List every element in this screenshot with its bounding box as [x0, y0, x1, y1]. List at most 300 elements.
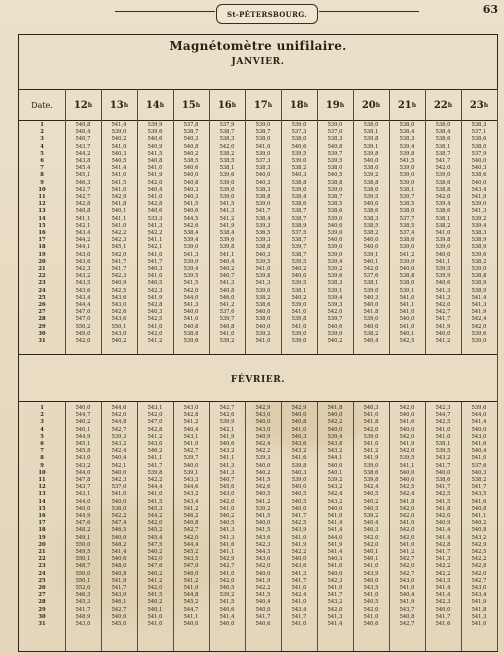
date-cell: 7: [40, 448, 44, 455]
value-cell: 539,0: [327, 186, 343, 193]
value-cell: 543,0: [147, 441, 163, 447]
value-cell: 541,0: [111, 172, 127, 179]
value-cell: 542,0: [147, 556, 163, 563]
value-cell: 539,7: [327, 316, 343, 323]
value-cell: 540,0: [183, 462, 199, 469]
table-row: [19, 295, 497, 302]
value-cell: 539,5: [327, 158, 343, 164]
value-cell: 540,0: [255, 606, 271, 613]
value-cell: 548,7: [75, 563, 91, 570]
value-cell: 540,0: [255, 462, 271, 469]
value-cell: 542,0: [147, 179, 163, 186]
value-cell: 539,4: [183, 266, 199, 272]
value-cell: 539,0: [471, 338, 487, 344]
value-cell: 541,0: [399, 294, 415, 301]
value-cell: 546,3: [75, 592, 91, 599]
value-cell: 538,5: [219, 158, 235, 164]
date-cell: 27: [38, 592, 46, 599]
value-cell: 539,0: [291, 122, 307, 128]
value-cell: 539,8: [363, 477, 379, 483]
hour-suffix: h: [375, 101, 381, 109]
value-cell: 539,0: [399, 244, 415, 251]
date-cell: 27: [38, 309, 46, 316]
value-cell: 542,7: [399, 621, 415, 627]
value-cell: 540,8: [399, 613, 415, 620]
value-cell: 541,3: [219, 208, 235, 215]
value-cell: 540,3: [147, 309, 163, 316]
value-cell: 542,4: [111, 448, 127, 455]
value-cell: 543,2: [75, 462, 91, 469]
value-cell: 540,0: [183, 172, 199, 179]
value-cell: 541,0: [219, 330, 235, 337]
value-cell: 539,0: [111, 129, 127, 136]
value-cell: 540,0: [291, 484, 307, 491]
value-cell: 539,0: [399, 165, 415, 172]
value-cell: 545,1: [111, 244, 127, 251]
value-cell: 541,9: [399, 599, 415, 606]
table-row: [19, 527, 497, 534]
value-cell: 544,5: [183, 215, 199, 222]
value-cell: 541,2: [183, 577, 199, 584]
value-cell: 543,0: [111, 302, 127, 308]
value-cell: 544,9: [75, 513, 91, 519]
value-cell: 538,1: [435, 143, 451, 150]
value-cell: 540,0: [399, 412, 415, 419]
value-cell: 540,6: [435, 280, 451, 287]
value-cell: 539,0: [219, 179, 235, 186]
value-cell: 538,9: [471, 280, 487, 287]
date-cell: 30: [38, 330, 46, 337]
table-row: [19, 223, 497, 230]
table-row: [19, 427, 497, 434]
value-cell: 543,0: [75, 621, 91, 627]
value-cell: 546,2: [147, 448, 163, 455]
value-cell: 541,7: [435, 613, 451, 620]
value-cell: 539,6: [183, 338, 199, 344]
table-row: [19, 499, 497, 506]
value-cell: 540,3: [363, 405, 379, 411]
table-row: [19, 506, 497, 513]
value-cell: 542,8: [147, 201, 163, 208]
value-cell: 542,5: [291, 520, 307, 527]
value-cell: 541,1: [399, 462, 415, 469]
value-cell: 540,2: [183, 150, 199, 157]
value-cell: 539,5: [435, 266, 451, 272]
value-cell: 543,2: [327, 448, 343, 455]
value-cell: 542,7: [183, 527, 199, 534]
value-cell: 540,3: [255, 251, 271, 258]
value-cell: 540,0: [291, 505, 307, 512]
value-cell: 542,7: [183, 448, 199, 455]
value-cell: 537,0: [327, 129, 343, 136]
value-cell: 543,4: [75, 230, 91, 236]
value-cell: 543,6: [291, 563, 307, 570]
table-row: [19, 324, 497, 331]
value-cell: 538,1: [435, 215, 451, 222]
value-cell: 538,8: [399, 273, 415, 280]
value-cell: 542,0: [363, 266, 379, 272]
value-cell: 541,0: [435, 426, 451, 433]
value-cell: 540,3: [255, 179, 271, 186]
value-cell: 538,3: [399, 136, 415, 143]
value-cell: 539,8: [363, 136, 379, 143]
value-cell: 542,2: [111, 513, 127, 519]
value-cell: 542,0: [111, 251, 127, 258]
value-cell: 541,7: [147, 462, 163, 469]
hour-column-header: [389, 90, 425, 120]
value-cell: 538,6: [435, 179, 451, 186]
value-cell: 541,4: [219, 613, 235, 620]
date-cell: 31: [38, 338, 46, 344]
value-cell: 538,2: [471, 477, 487, 483]
value-cell: 544,4: [183, 541, 199, 548]
value-cell: 540,2: [291, 294, 307, 301]
value-cell: 540,8: [219, 287, 235, 294]
value-cell: 540,0: [327, 505, 343, 512]
value-cell: 539,0: [363, 462, 379, 469]
value-cell: 537,0: [111, 484, 127, 491]
value-cell: 541,8: [363, 419, 379, 426]
value-cell: 549,1: [75, 534, 91, 541]
value-cell: 541,1: [147, 455, 163, 462]
date-cell: 4: [40, 143, 44, 150]
value-cell: 539,3: [255, 237, 271, 244]
value-cell: 541,3: [435, 556, 451, 563]
value-cell: 540,6: [291, 143, 307, 150]
value-cell: 544,2: [75, 150, 91, 157]
date-cell: 29: [38, 606, 46, 613]
value-cell: 539,7: [399, 194, 415, 200]
value-cell: 538,8: [183, 330, 199, 337]
table-row: [19, 542, 497, 549]
value-cell: 547,0: [75, 316, 91, 323]
date-cell: 26: [38, 585, 46, 591]
value-cell: 541,0: [147, 491, 163, 498]
table-row: [19, 484, 497, 491]
date-cell: 13: [38, 491, 46, 498]
value-cell: 540,5: [219, 520, 235, 527]
value-cell: 544,6: [111, 405, 127, 411]
value-cell: 540,0: [255, 172, 271, 179]
value-cell: 539,4: [327, 294, 343, 301]
value-cell: 540,8: [327, 143, 343, 150]
value-cell: 541,3: [219, 534, 235, 541]
value-cell: 540,3: [147, 266, 163, 272]
hour-column-header: [425, 90, 461, 120]
value-cell: 542,3: [111, 237, 127, 244]
value-cell: 539,2: [363, 172, 379, 179]
value-cell: 542,3: [111, 477, 127, 483]
value-cell: 546,0: [219, 294, 235, 301]
value-cell: 540,0: [111, 498, 127, 505]
value-cell: 540,8: [183, 179, 199, 186]
value-cell: 540,1: [363, 549, 379, 555]
value-cell: 538,0: [363, 186, 379, 193]
date-cell: 10: [38, 186, 46, 193]
value-cell: 541,0: [147, 194, 163, 200]
value-cell: 543,2: [327, 599, 343, 606]
hour-suffix: h: [159, 101, 165, 109]
value-cell: 538,8: [363, 179, 379, 186]
value-cell: 539,2: [327, 477, 343, 483]
value-cell: 543,0: [183, 405, 199, 411]
value-cell: 538,8: [471, 273, 487, 280]
value-cell: 539,9: [435, 273, 451, 280]
value-cell: 539,5: [183, 273, 199, 280]
value-cell: 549,0: [75, 330, 91, 337]
value-cell: 544,2: [75, 237, 91, 244]
value-cell: 541,5: [399, 158, 415, 164]
value-cell: 542,9: [111, 194, 127, 200]
value-cell: 538,1: [399, 186, 415, 193]
table-row: [19, 405, 497, 412]
table-row: [19, 470, 497, 477]
table-row: [19, 599, 497, 606]
value-cell: 540,2: [327, 338, 343, 344]
table-row: [19, 237, 497, 244]
table-row: [19, 187, 497, 194]
value-cell: 540,9: [255, 433, 271, 440]
value-cell: 540,0: [183, 309, 199, 316]
value-cell: 542,2: [255, 448, 271, 455]
value-cell: 547,0: [183, 563, 199, 570]
value-cell: 541,0: [327, 563, 343, 570]
date-column-header: Date.: [31, 100, 53, 110]
value-cell: 540,7: [219, 477, 235, 483]
value-cell: 547,0: [147, 419, 163, 426]
value-cell: 538,0: [363, 122, 379, 128]
date-cell: 23: [38, 280, 46, 287]
value-cell: 540,2: [219, 513, 235, 519]
value-cell: 539,4: [471, 222, 487, 229]
value-cell: 541,7: [255, 208, 271, 215]
hour-number: 12: [73, 99, 88, 111]
value-cell: 539,6: [219, 237, 235, 244]
value-cell: 538,6: [435, 477, 451, 483]
value-cell: 539,0: [327, 230, 343, 236]
value-cell: 541,3: [471, 208, 487, 215]
value-cell: 541,1: [219, 549, 235, 555]
hour-column-header: [101, 90, 137, 120]
date-cell: 17: [38, 237, 46, 244]
value-cell: 541,3: [183, 251, 199, 258]
value-cell: 539,4: [327, 258, 343, 265]
value-cell: 540,0: [363, 323, 379, 330]
value-cell: 543,5: [435, 577, 451, 584]
value-cell: 533,3: [147, 215, 163, 222]
table-row: [19, 288, 497, 295]
value-cell: 539,2: [219, 338, 235, 344]
date-cell: 23: [38, 563, 46, 570]
value-cell: 541,0: [363, 412, 379, 419]
value-cell: 538,4: [219, 230, 235, 236]
value-cell: 540,0: [111, 613, 127, 620]
value-cell: 539,1: [327, 287, 343, 294]
value-cell: 538,4: [399, 129, 415, 136]
table-row: [19, 549, 497, 556]
value-cell: 542,4: [291, 592, 307, 599]
value-cell: 540,0: [255, 520, 271, 527]
value-cell: 539,0: [219, 186, 235, 193]
value-cell: 540,0: [399, 426, 415, 433]
value-cell: 542,5: [399, 484, 415, 491]
value-cell: 540,6: [147, 208, 163, 215]
value-cell: 541,5: [183, 280, 199, 287]
date-cell: 11: [38, 477, 46, 483]
value-cell: 536,5: [255, 230, 271, 236]
date-cell: 13: [38, 208, 46, 215]
value-cell: 540,6: [183, 165, 199, 172]
value-cell: 541,8: [327, 405, 343, 411]
value-cell: 547,6: [147, 563, 163, 570]
value-cell: 540,1: [327, 469, 343, 476]
table-row: [19, 230, 497, 237]
value-cell: 543,8: [327, 441, 343, 447]
hour-column-header: [137, 90, 173, 120]
value-cell: 547,5: [147, 541, 163, 548]
value-cell: 541,3: [147, 222, 163, 229]
value-cell: 542,1: [147, 244, 163, 251]
value-cell: 541,0: [399, 520, 415, 527]
value-cell: 543,6: [111, 294, 127, 301]
value-cell: 542,0: [471, 323, 487, 330]
value-cell: 538,0: [399, 122, 415, 128]
date-cell: 20: [38, 541, 46, 548]
value-cell: 544,4: [75, 302, 91, 308]
value-cell: 541,9: [471, 599, 487, 606]
value-cell: 541,0: [111, 491, 127, 498]
value-cell: 541,4: [435, 534, 451, 541]
value-cell: 541,5: [255, 592, 271, 599]
value-cell: 541,0: [147, 165, 163, 172]
value-cell: 541,3: [183, 302, 199, 308]
value-cell: 542,0: [471, 570, 487, 577]
value-cell: 541,2: [147, 433, 163, 440]
value-cell: 538,2: [291, 165, 307, 172]
hour-suffix: h: [483, 101, 489, 109]
value-cell: 538,3: [219, 136, 235, 143]
value-cell: 543,3: [183, 477, 199, 483]
value-cell: 542,0: [435, 513, 451, 519]
value-cell: 539,0: [363, 287, 379, 294]
value-cell: 540,3: [291, 469, 307, 476]
value-cell: 541,6: [291, 455, 307, 462]
value-cell: 547,4: [111, 520, 127, 527]
value-cell: 541,7: [291, 613, 307, 620]
table-row: [19, 331, 497, 338]
value-cell: 538,6: [471, 136, 487, 143]
value-cell: 540,6: [111, 556, 127, 563]
value-cell: 541,0: [111, 186, 127, 193]
value-cell: 541,5: [255, 513, 271, 519]
value-cell: 542,7: [399, 570, 415, 577]
value-cell: 541,0: [327, 585, 343, 591]
value-cell: 543,5: [183, 556, 199, 563]
date-cell: 21: [38, 266, 46, 272]
value-cell: 538,0: [291, 136, 307, 143]
value-cell: 543,4: [471, 186, 487, 193]
date-cell: 24: [38, 287, 46, 294]
place-label: St-PÉTERSBOURG.: [227, 9, 307, 19]
value-cell: 542,3: [75, 266, 91, 272]
hour-number: 15: [181, 99, 196, 111]
value-cell: 545,1: [75, 172, 91, 179]
value-cell: 540,4: [399, 592, 415, 599]
value-cell: 544,1: [75, 244, 91, 251]
value-cell: 542,5: [435, 419, 451, 426]
value-cell: 540,5: [255, 491, 271, 498]
value-cell: 543,2: [327, 484, 343, 491]
table-row: [19, 266, 497, 273]
value-cell: 540,0: [327, 570, 343, 577]
date-cell: 6: [40, 158, 44, 164]
value-cell: 540,1: [399, 330, 415, 337]
value-cell: 540,8: [219, 323, 235, 330]
value-cell: 542,5: [435, 491, 451, 498]
value-cell: 539,5: [291, 280, 307, 287]
value-cell: 545,6: [219, 484, 235, 491]
value-cell: 540,4: [147, 186, 163, 193]
value-cell: 540,1: [363, 556, 379, 563]
section-separator: [19, 401, 497, 402]
value-cell: 541,0: [291, 599, 307, 606]
value-cell: 541,7: [111, 585, 127, 591]
value-cell: 541,7: [111, 266, 127, 272]
value-cell: 541,3: [219, 280, 235, 287]
value-cell: 539,2: [255, 330, 271, 337]
value-cell: 541,0: [399, 585, 415, 591]
value-cell: 543,6: [111, 316, 127, 323]
value-cell: 541,4: [327, 520, 343, 527]
value-cell: 543,0: [111, 592, 127, 599]
value-cell: 550,0: [75, 570, 91, 577]
value-cell: 539,4: [327, 433, 343, 440]
value-cell: 543,4: [471, 592, 487, 599]
value-cell: 539,0: [327, 330, 343, 337]
value-cell: 538,7: [291, 208, 307, 215]
date-cell: 2: [40, 412, 44, 419]
date-cell: 1: [40, 405, 44, 411]
value-cell: 541,0: [255, 266, 271, 272]
date-cell: 11: [38, 194, 46, 200]
value-cell: 540,6: [327, 323, 343, 330]
value-cell: 539,2: [219, 592, 235, 599]
value-cell: 543,2: [327, 498, 343, 505]
value-cell: 540,5: [363, 599, 379, 606]
value-cell: 539,3: [327, 302, 343, 308]
value-cell: 540,0: [183, 621, 199, 627]
value-cell: 543,4: [75, 294, 91, 301]
value-cell: 538,7: [255, 129, 271, 136]
value-cell: 541,2: [219, 302, 235, 308]
table-row: [19, 419, 497, 426]
value-cell: 538,3: [255, 186, 271, 193]
value-cell: 541,0: [363, 592, 379, 599]
value-cell: 541,4: [111, 549, 127, 555]
date-cell: 15: [38, 222, 46, 229]
value-cell: 541,9: [471, 309, 487, 316]
value-cell: 545,8: [75, 448, 91, 455]
value-cell: 541,3: [327, 613, 343, 620]
value-cell: 542,1: [75, 222, 91, 229]
value-cell: 541,1: [399, 302, 415, 308]
date-cell: 19: [38, 534, 46, 541]
value-cell: 539,6: [471, 330, 487, 337]
value-cell: 538,0: [399, 208, 415, 215]
table-row: [19, 513, 497, 520]
table-row: [19, 316, 497, 323]
hour-number: 17: [253, 99, 268, 111]
